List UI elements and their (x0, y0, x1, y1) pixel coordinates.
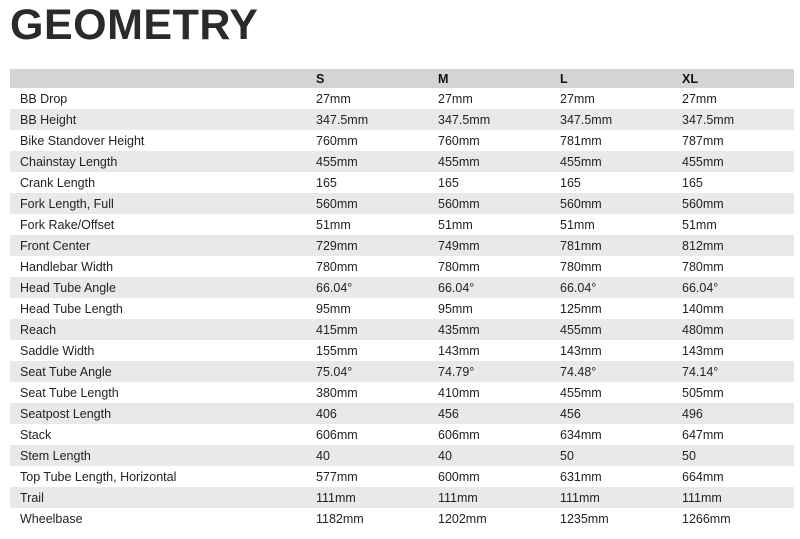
table-row (10, 466, 794, 487)
table-cell: 51mm (672, 214, 794, 235)
column-header-size: S (306, 69, 428, 88)
column-header-size: M (428, 69, 550, 88)
table-cell: 40 (428, 445, 550, 466)
table-row (10, 361, 794, 382)
table-cell: 505mm (672, 382, 794, 403)
table-cell: 631mm (550, 466, 672, 487)
table-cell: 456 (428, 403, 550, 424)
table-cell: 143mm (428, 340, 550, 361)
column-header-measurement (10, 69, 306, 88)
table-cell: 455mm (672, 151, 794, 172)
table-row (10, 319, 794, 340)
measurement-label: Bike Standover Height (10, 130, 306, 151)
table-cell: 165 (428, 172, 550, 193)
table-cell: 647mm (672, 424, 794, 445)
measurement-label: Seatpost Length (10, 403, 306, 424)
table-cell: 780mm (306, 256, 428, 277)
table-cell: 415mm (306, 319, 428, 340)
table-cell: 347.5mm (428, 109, 550, 130)
table-cell: 1266mm (672, 508, 794, 529)
measurement-label: Seat Tube Length (10, 382, 306, 403)
table-cell: 455mm (550, 319, 672, 340)
table-cell: 143mm (550, 340, 672, 361)
table-row (10, 109, 794, 130)
measurement-label: Front Center (10, 235, 306, 256)
table-cell: 780mm (550, 256, 672, 277)
table-cell: 456 (550, 403, 672, 424)
table-row (10, 298, 794, 319)
table-cell: 455mm (428, 151, 550, 172)
table-cell: 347.5mm (672, 109, 794, 130)
measurement-label: Stack (10, 424, 306, 445)
table-cell: 406 (306, 403, 428, 424)
table-cell: 664mm (672, 466, 794, 487)
table-row (10, 403, 794, 424)
table-cell: 600mm (428, 466, 550, 487)
column-header-size: L (550, 69, 672, 88)
table-cell: 66.04° (428, 277, 550, 298)
measurement-label: Fork Rake/Offset (10, 214, 306, 235)
table-row (10, 88, 794, 109)
table-cell: 165 (550, 172, 672, 193)
table-row (10, 235, 794, 256)
table-cell: 95mm (306, 298, 428, 319)
measurement-label: Top Tube Length, Horizontal (10, 466, 306, 487)
table-cell: 455mm (306, 151, 428, 172)
table-row (10, 487, 794, 508)
table-cell: 165 (306, 172, 428, 193)
table-cell: 560mm (306, 193, 428, 214)
table-header-row (10, 69, 794, 88)
table-cell: 143mm (672, 340, 794, 361)
table-cell: 27mm (672, 88, 794, 109)
measurement-label: Stem Length (10, 445, 306, 466)
table-cell: 1235mm (550, 508, 672, 529)
table-cell: 51mm (428, 214, 550, 235)
table-cell: 66.04° (672, 277, 794, 298)
table-cell: 50 (550, 445, 672, 466)
table-cell: 560mm (428, 193, 550, 214)
measurement-label: Saddle Width (10, 340, 306, 361)
table-cell: 455mm (550, 382, 672, 403)
measurement-label: Crank Length (10, 172, 306, 193)
table-cell: 787mm (672, 130, 794, 151)
table-cell: 781mm (550, 130, 672, 151)
table-cell: 125mm (550, 298, 672, 319)
measurement-label: Trail (10, 487, 306, 508)
table-cell: 40 (306, 445, 428, 466)
table-cell: 140mm (672, 298, 794, 319)
table-cell: 111mm (550, 487, 672, 508)
table-cell: 435mm (428, 319, 550, 340)
table-cell: 560mm (550, 193, 672, 214)
table-cell: 780mm (428, 256, 550, 277)
measurement-label: Reach (10, 319, 306, 340)
measurement-label: Chainstay Length (10, 151, 306, 172)
table-row (10, 256, 794, 277)
measurement-label: Fork Length, Full (10, 193, 306, 214)
table-row (10, 151, 794, 172)
table-cell: 781mm (550, 235, 672, 256)
table-row (10, 130, 794, 151)
table-cell: 347.5mm (306, 109, 428, 130)
geometry-table (10, 69, 794, 529)
table-cell: 74.79° (428, 361, 550, 382)
column-header-size: XL (672, 69, 794, 88)
table-row (10, 382, 794, 403)
table-row (10, 214, 794, 235)
table-cell: 111mm (306, 487, 428, 508)
table-cell: 27mm (428, 88, 550, 109)
table-cell: 455mm (550, 151, 672, 172)
table-row (10, 424, 794, 445)
table-cell: 380mm (306, 382, 428, 403)
table-cell: 27mm (550, 88, 672, 109)
table-row (10, 172, 794, 193)
table-cell: 51mm (306, 214, 428, 235)
measurement-label: Seat Tube Angle (10, 361, 306, 382)
table-cell: 634mm (550, 424, 672, 445)
table-cell: 347.5mm (550, 109, 672, 130)
table-cell: 606mm (306, 424, 428, 445)
table-cell: 780mm (672, 256, 794, 277)
table-cell: 729mm (306, 235, 428, 256)
table-row (10, 508, 794, 529)
table-cell: 111mm (672, 487, 794, 508)
table-cell: 1202mm (428, 508, 550, 529)
table-cell: 75.04° (306, 361, 428, 382)
table-cell: 1182mm (306, 508, 428, 529)
table-cell: 27mm (306, 88, 428, 109)
table-cell: 155mm (306, 340, 428, 361)
table-cell: 74.48° (550, 361, 672, 382)
measurement-label: Head Tube Length (10, 298, 306, 319)
table-cell: 480mm (672, 319, 794, 340)
table-cell: 410mm (428, 382, 550, 403)
measurement-label: Head Tube Angle (10, 277, 306, 298)
table-cell: 606mm (428, 424, 550, 445)
table-cell: 66.04° (550, 277, 672, 298)
measurement-label: Wheelbase (10, 508, 306, 529)
page-title: GEOMETRY (10, 1, 259, 49)
table-cell: 74.14° (672, 361, 794, 382)
table-cell: 577mm (306, 466, 428, 487)
table-row (10, 340, 794, 361)
table-cell: 50 (672, 445, 794, 466)
table-cell: 749mm (428, 235, 550, 256)
table-cell: 560mm (672, 193, 794, 214)
table-cell: 165 (672, 172, 794, 193)
measurement-label: Handlebar Width (10, 256, 306, 277)
table-cell: 111mm (428, 487, 550, 508)
table-row (10, 277, 794, 298)
table-cell: 51mm (550, 214, 672, 235)
table-cell: 760mm (428, 130, 550, 151)
measurement-label: BB Drop (10, 88, 306, 109)
table-cell: 496 (672, 403, 794, 424)
table-row (10, 445, 794, 466)
table-cell: 812mm (672, 235, 794, 256)
table-row (10, 193, 794, 214)
table-cell: 760mm (306, 130, 428, 151)
measurement-label: BB Height (10, 109, 306, 130)
table-cell: 95mm (428, 298, 550, 319)
table-cell: 66.04° (306, 277, 428, 298)
